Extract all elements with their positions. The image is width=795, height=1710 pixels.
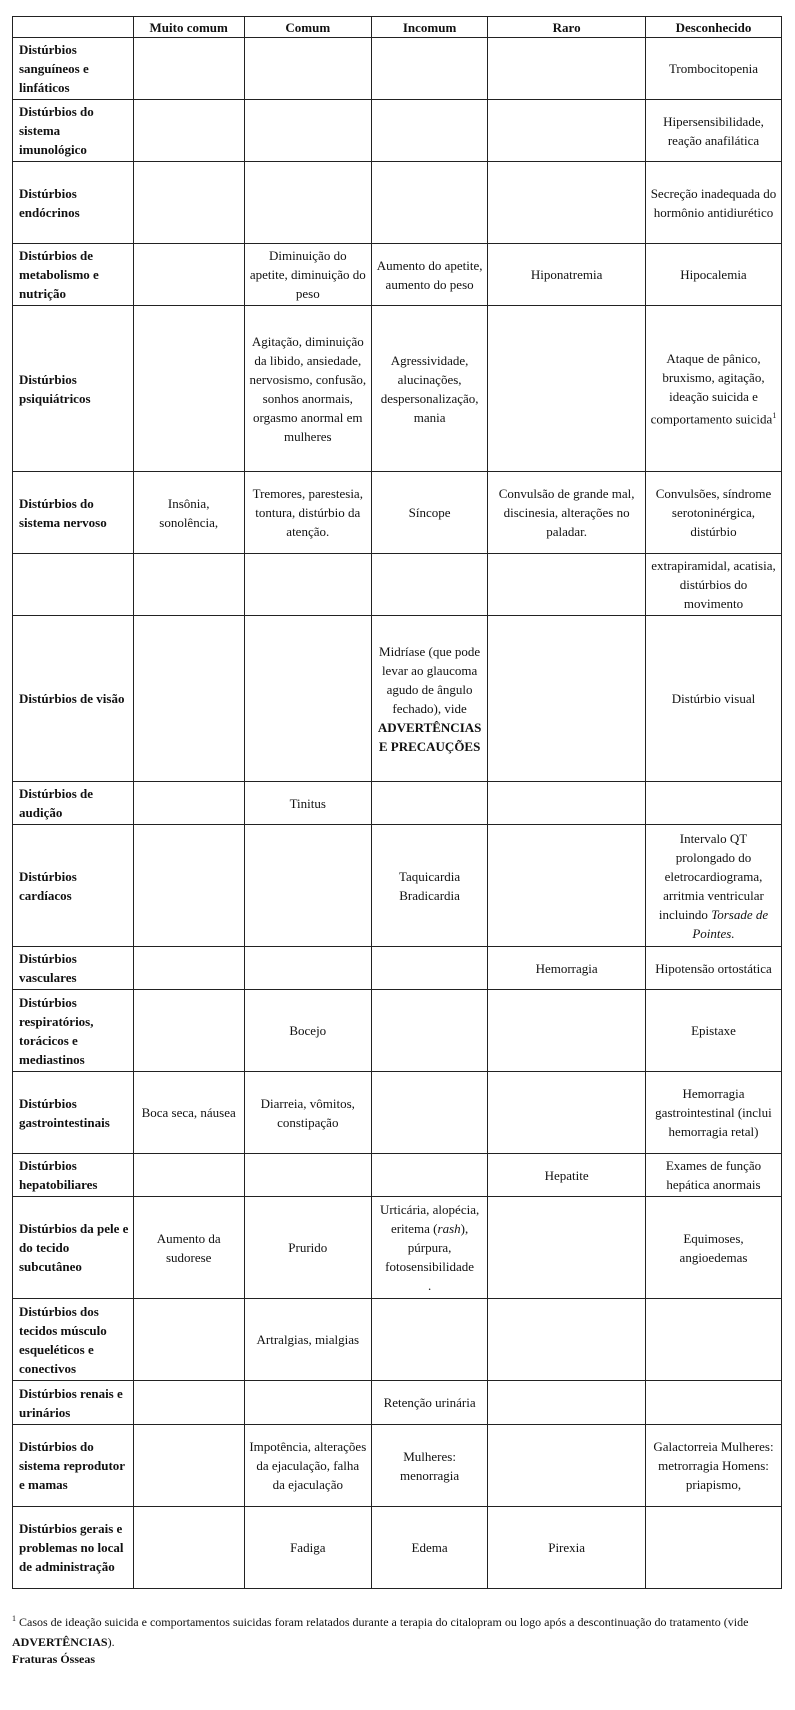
cell-raro: Convulsão de grande mal, discinesia, alterações no paladar.	[488, 472, 646, 554]
cell-desconhecido: Distúrbio visual	[645, 616, 781, 782]
cell-raro	[488, 306, 646, 472]
cell-muito-comum: Boca seca, náusea	[133, 1072, 244, 1154]
cell-italic-text: Torsade de Pointes.	[692, 906, 769, 941]
cell-desconhecido: Exames de função hepática anormais	[645, 1154, 781, 1197]
cell-raro	[488, 554, 646, 616]
table-row	[13, 825, 782, 947]
row-category: Distúrbios respiratórios, torácicos e mediastinos	[13, 990, 134, 1072]
table-row	[13, 947, 782, 990]
row-category: Distúrbios do sistema nervoso	[13, 472, 134, 554]
cell-raro: Hemorragia	[488, 947, 646, 990]
row-category: Distúrbios endócrinos	[13, 162, 134, 244]
cell-incomum	[371, 162, 487, 244]
footnote-marker: 1	[12, 1614, 16, 1623]
cell-muito-comum	[133, 38, 244, 100]
cell-muito-comum	[133, 100, 244, 162]
table-row	[13, 782, 782, 825]
cell-comum: Impotência, alterações da ejaculação, falha da ejaculação	[244, 1425, 371, 1507]
cell-raro	[488, 1197, 646, 1299]
cell-incomum: Aumento do apetite, aumento do peso	[371, 244, 487, 306]
row-category: Distúrbios vasculares	[13, 947, 134, 990]
table-row	[13, 554, 782, 616]
row-category: Distúrbios psiquiátricos	[13, 306, 134, 472]
cell-desconhecido: Hipersensibilidade, reação anafilática	[645, 100, 781, 162]
cell-comum: Agitação, diminuição da libido, ansiedade, nervosismo, confusão, sonhos anormais, orgasmo anormal em mulheres	[244, 306, 371, 472]
cell-incomum	[371, 1072, 487, 1154]
table-row	[13, 1072, 782, 1154]
table-row	[13, 38, 782, 100]
cell-desconhecido: Hipocalemia	[645, 244, 781, 306]
cell-comum	[244, 38, 371, 100]
cell-muito-comum	[133, 244, 244, 306]
cell-incomum: Taquicardia Bradicardia	[371, 825, 487, 947]
cell-incomum	[371, 782, 487, 825]
row-category: Distúrbios renais e urinários	[13, 1381, 134, 1425]
cell-muito-comum	[133, 616, 244, 782]
cell-incomum	[371, 1299, 487, 1381]
cell-muito-comum	[133, 947, 244, 990]
cell-desconhecido	[645, 306, 781, 472]
row-category: Distúrbios do sistema imunológico	[13, 100, 134, 162]
cell-incomum: Edema	[371, 1507, 487, 1589]
header-incomum: Incomum	[371, 17, 487, 38]
header-row	[13, 17, 782, 38]
cell-comum: Artralgias, mialgias	[244, 1299, 371, 1381]
row-category: Distúrbios sanguíneos e linfáticos	[13, 38, 134, 100]
table-row	[13, 1299, 782, 1381]
cell-incomum: Mulheres: menorragia	[371, 1425, 487, 1507]
row-category: Distúrbios dos tecidos músculo esqueléticos e conectivos	[13, 1299, 134, 1381]
row-category: Distúrbios de visão	[13, 616, 134, 782]
cell-incomum	[371, 1154, 487, 1197]
cell-comum	[244, 947, 371, 990]
table-row	[13, 616, 782, 782]
cell-muito-comum	[133, 1299, 244, 1381]
cell-raro	[488, 1072, 646, 1154]
cell-comum: Diminuição do apetite, diminuição do peso	[244, 244, 371, 306]
cell-raro	[488, 990, 646, 1072]
cell-comum: Prurido	[244, 1197, 371, 1299]
table-row	[13, 244, 782, 306]
row-category: Distúrbios gastrointestinais	[13, 1072, 134, 1154]
cell-raro	[488, 100, 646, 162]
section-heading: Fraturas Ósseas	[12, 1652, 95, 1666]
header-desconhecido: Desconhecido	[645, 17, 781, 38]
cell-raro	[488, 782, 646, 825]
cell-desconhecido: Hipotensão ortostática	[645, 947, 781, 990]
cell-raro	[488, 825, 646, 947]
cell-desconhecido: Trombocitopenia	[645, 38, 781, 100]
cell-comum	[244, 554, 371, 616]
cell-incomum: Agressividade, alucinações, despersonalização, mania	[371, 306, 487, 472]
cell-desconhecido	[645, 1381, 781, 1425]
cell-desconhecido: Secreção inadequada do hormônio antidiurético	[645, 162, 781, 244]
cell-desconhecido	[645, 1299, 781, 1381]
warning-reference: ADVERTÊNCIAS E PRECAUÇÕES	[377, 719, 482, 754]
cell-muito-comum: Insônia, sonolência,	[133, 472, 244, 554]
cell-text-continued: ), púrpura, fotosensibilidade	[385, 1221, 474, 1274]
cell-muito-comum	[133, 825, 244, 947]
row-category: Distúrbios gerais e problemas no local de administração	[13, 1507, 134, 1589]
cell-raro: Hepatite	[488, 1154, 646, 1197]
cell-desconhecido	[645, 1507, 781, 1589]
cell-comum: Tinitus	[244, 782, 371, 825]
cell-desconhecido	[645, 825, 781, 947]
cell-desconhecido: Equimoses, angioedemas	[645, 1197, 781, 1299]
table-row	[13, 1507, 782, 1589]
cell-comum	[244, 1381, 371, 1425]
cell-raro: Pirexia	[488, 1507, 646, 1589]
header-category	[13, 17, 134, 38]
header-raro: Raro	[488, 17, 646, 38]
table-row	[13, 100, 782, 162]
cell-raro	[488, 1425, 646, 1507]
cell-raro	[488, 616, 646, 782]
cell-muito-comum	[133, 1507, 244, 1589]
cell-incomum	[371, 1197, 487, 1299]
cell-incomum	[371, 100, 487, 162]
table-row	[13, 1154, 782, 1197]
header-comum: Comum	[244, 17, 371, 38]
table-row	[13, 306, 782, 472]
cell-comum: Diarreia, vômitos, constipação	[244, 1072, 371, 1154]
row-category	[13, 554, 134, 616]
cell-muito-comum	[133, 1381, 244, 1425]
cell-text: Midríase (que pode levar ao glaucoma agudo de ângulo fechado), vide	[379, 643, 481, 716]
row-category: Distúrbios de metabolismo e nutrição	[13, 244, 134, 306]
cell-muito-comum	[133, 1154, 244, 1197]
cell-raro: Hiponatremia	[488, 244, 646, 306]
cell-comum: Fadiga	[244, 1507, 371, 1589]
cell-desconhecido: extrapiramidal, acatisia, distúrbios do movimento	[645, 554, 781, 616]
table-row	[13, 472, 782, 554]
footnote-end: ).	[107, 1635, 115, 1649]
cell-desconhecido: Epistaxe	[645, 990, 781, 1072]
cell-muito-comum	[133, 990, 244, 1072]
footnote-marker: 1	[772, 410, 777, 420]
cell-incomum: Retenção urinária	[371, 1381, 487, 1425]
cell-comum	[244, 162, 371, 244]
cell-italic-text: rash	[437, 1221, 461, 1236]
footnote	[12, 1612, 782, 1652]
cell-raro	[488, 38, 646, 100]
cell-incomum: Síncope	[371, 472, 487, 554]
cell-muito-comum	[133, 306, 244, 472]
adverse-reactions-table-container	[12, 16, 782, 1589]
cell-trailing-dot: .	[427, 1278, 432, 1293]
cell-incomum	[371, 616, 487, 782]
row-category: Distúrbios do sistema reprodutor e mamas	[13, 1425, 134, 1507]
cell-comum	[244, 825, 371, 947]
cell-text: Urticária, alopécia, eritema (	[379, 1202, 480, 1236]
cell-comum: Tremores, parestesia, tontura, distúrbio da atenção.	[244, 472, 371, 554]
cell-raro	[488, 1381, 646, 1425]
adverse-reactions-table	[12, 16, 782, 1589]
cell-comum	[244, 100, 371, 162]
table-row	[13, 162, 782, 244]
cell-muito-comum: Aumento da sudorese	[133, 1197, 244, 1299]
cell-desconhecido	[645, 782, 781, 825]
cell-comum	[244, 616, 371, 782]
footnote-text: Casos de ideação suicida e comportamentos suicidas foram relatados durante a terapia do citalopram ou logo após a descontinuação do tratamento (vide	[16, 1615, 749, 1629]
cell-raro	[488, 162, 646, 244]
cell-desconhecido: Galactorreia Mulheres: metrorragia Homens: priapismo,	[645, 1425, 781, 1507]
table-row	[13, 990, 782, 1072]
row-category: Distúrbios da pele e do tecido subcutâneo	[13, 1197, 134, 1299]
cell-muito-comum	[133, 1425, 244, 1507]
cell-incomum	[371, 990, 487, 1072]
cell-incomum	[371, 38, 487, 100]
table-row	[13, 1197, 782, 1299]
cell-comum	[244, 1154, 371, 1197]
cell-muito-comum	[133, 554, 244, 616]
cell-desconhecido: Convulsões, síndrome serotoninérgica, distúrbio	[645, 472, 781, 554]
row-category: Distúrbios de audição	[13, 782, 134, 825]
cell-incomum	[371, 947, 487, 990]
footnote-bold-reference: ADVERTÊNCIAS	[12, 1635, 108, 1649]
cell-text: Ataque de pânico, bruxismo, agitação, ideação suicida e comportamento suicida	[650, 350, 773, 427]
cell-text: Intervalo QT prolongado do eletrocardiograma, arritmia ventricular incluindo	[658, 830, 764, 922]
cell-desconhecido: Hemorragia gastrointestinal (inclui hemorragia retal)	[645, 1072, 781, 1154]
cell-muito-comum	[133, 162, 244, 244]
cell-comum: Bocejo	[244, 990, 371, 1072]
header-muito-comum: Muito comum	[133, 17, 244, 38]
cell-raro	[488, 1299, 646, 1381]
table-row	[13, 1381, 782, 1425]
cell-muito-comum	[133, 782, 244, 825]
cell-incomum	[371, 554, 487, 616]
row-category: Distúrbios cardíacos	[13, 825, 134, 947]
table-row	[13, 1425, 782, 1507]
row-category: Distúrbios hepatobiliares	[13, 1154, 134, 1197]
